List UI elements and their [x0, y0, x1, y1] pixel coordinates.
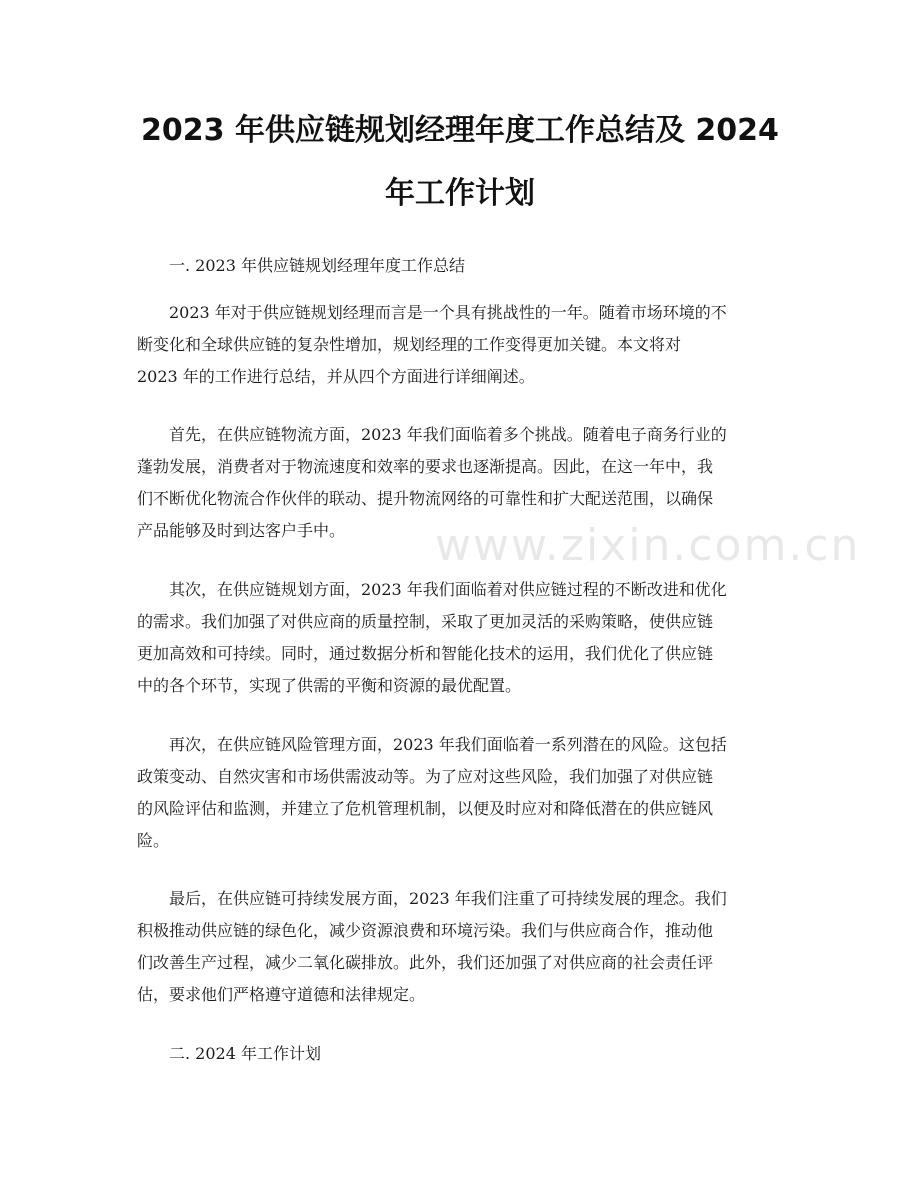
paragraph-line: 们改善生产过程，减少二氧化碳排放。此外，我们还加强了对供应商的社会责任评: [137, 953, 714, 972]
document-title-line-1: 2023 年供应链规划经理年度工作总结及 2024: [141, 113, 779, 148]
paragraph-line: 更加高效和可持续。同时，通过数据分析和智能化技术的运用，我们优化了供应链: [137, 644, 714, 663]
paragraph-line: 中的各个环节，实现了供需的平衡和资源的最优配置。: [137, 676, 522, 695]
paragraph-line: 最后，在供应链可持续发展方面，2023 年我们注重了可持续发展的理念。我们: [169, 889, 727, 908]
paragraph-1: [137, 297, 785, 393]
document-title-line-2: 年工作计划: [385, 176, 535, 211]
paragraph-2: [137, 419, 785, 547]
section-2-heading: 二. 2024 年工作计划: [169, 1044, 321, 1063]
paragraph-line: 的需求。我们加强了对供应商的质量控制，采取了更加灵活的采购策略，使供应链: [137, 612, 714, 631]
paragraph-line: 政策变动、自然灾害和市场供需波动等。为了应对这些风险，我们加强了对供应链: [137, 767, 714, 786]
paragraph-line: 们不断优化物流合作伙伴的联动、提升物流网络的可靠性和扩大配送范围，以确保: [137, 489, 714, 508]
paragraph-line: 再次，在供应链风险管理方面，2023 年我们面临着一系列潜在的风险。这包括: [169, 735, 727, 754]
paragraph-line: 产品能够及时到达客户手中。: [137, 521, 346, 540]
paragraph-line: 2023 年的工作进行总结，并从四个方面进行详细阐述。: [137, 367, 535, 386]
paragraph-line: 首先，在供应链物流方面，2023 年我们面临着多个挑战。随着电子商务行业的: [169, 425, 727, 444]
paragraph-line: 估，要求他们严格遵守道德和法律规定。: [137, 985, 426, 1004]
paragraph-line: 的风险评估和监测，并建立了危机管理机制，以便及时应对和降低潜在的供应链风: [137, 799, 714, 818]
paragraph-line: 断变化和全球供应链的复杂性增加，规划经理的工作变得更加关键。本文将对: [137, 335, 682, 354]
watermark: www.zixin.com.cn: [435, 520, 861, 571]
paragraph-line: 其次，在供应链规划方面，2023 年我们面临着对供应链过程的不断改进和优化: [169, 580, 727, 599]
paragraph-line: 蓬勃发展，消费者对于物流速度和效率的要求也逐渐提高。因此，在这一年中，我: [137, 457, 714, 476]
paragraph-line: 积极推动供应链的绿色化，减少资源浪费和环境污染。我们与供应商合作，推动他: [137, 921, 714, 940]
paragraph-line: 险。: [137, 831, 170, 850]
paragraph-line: 2023 年对于供应链规划经理而言是一个具有挑战性的一年。随着市场环境的不: [169, 303, 727, 322]
paragraph-4: [137, 729, 785, 857]
paragraph-5: [137, 883, 785, 1011]
paragraph-3: [137, 574, 785, 702]
section-1-heading: 一. 2023 年供应链规划经理年度工作总结: [169, 256, 465, 275]
